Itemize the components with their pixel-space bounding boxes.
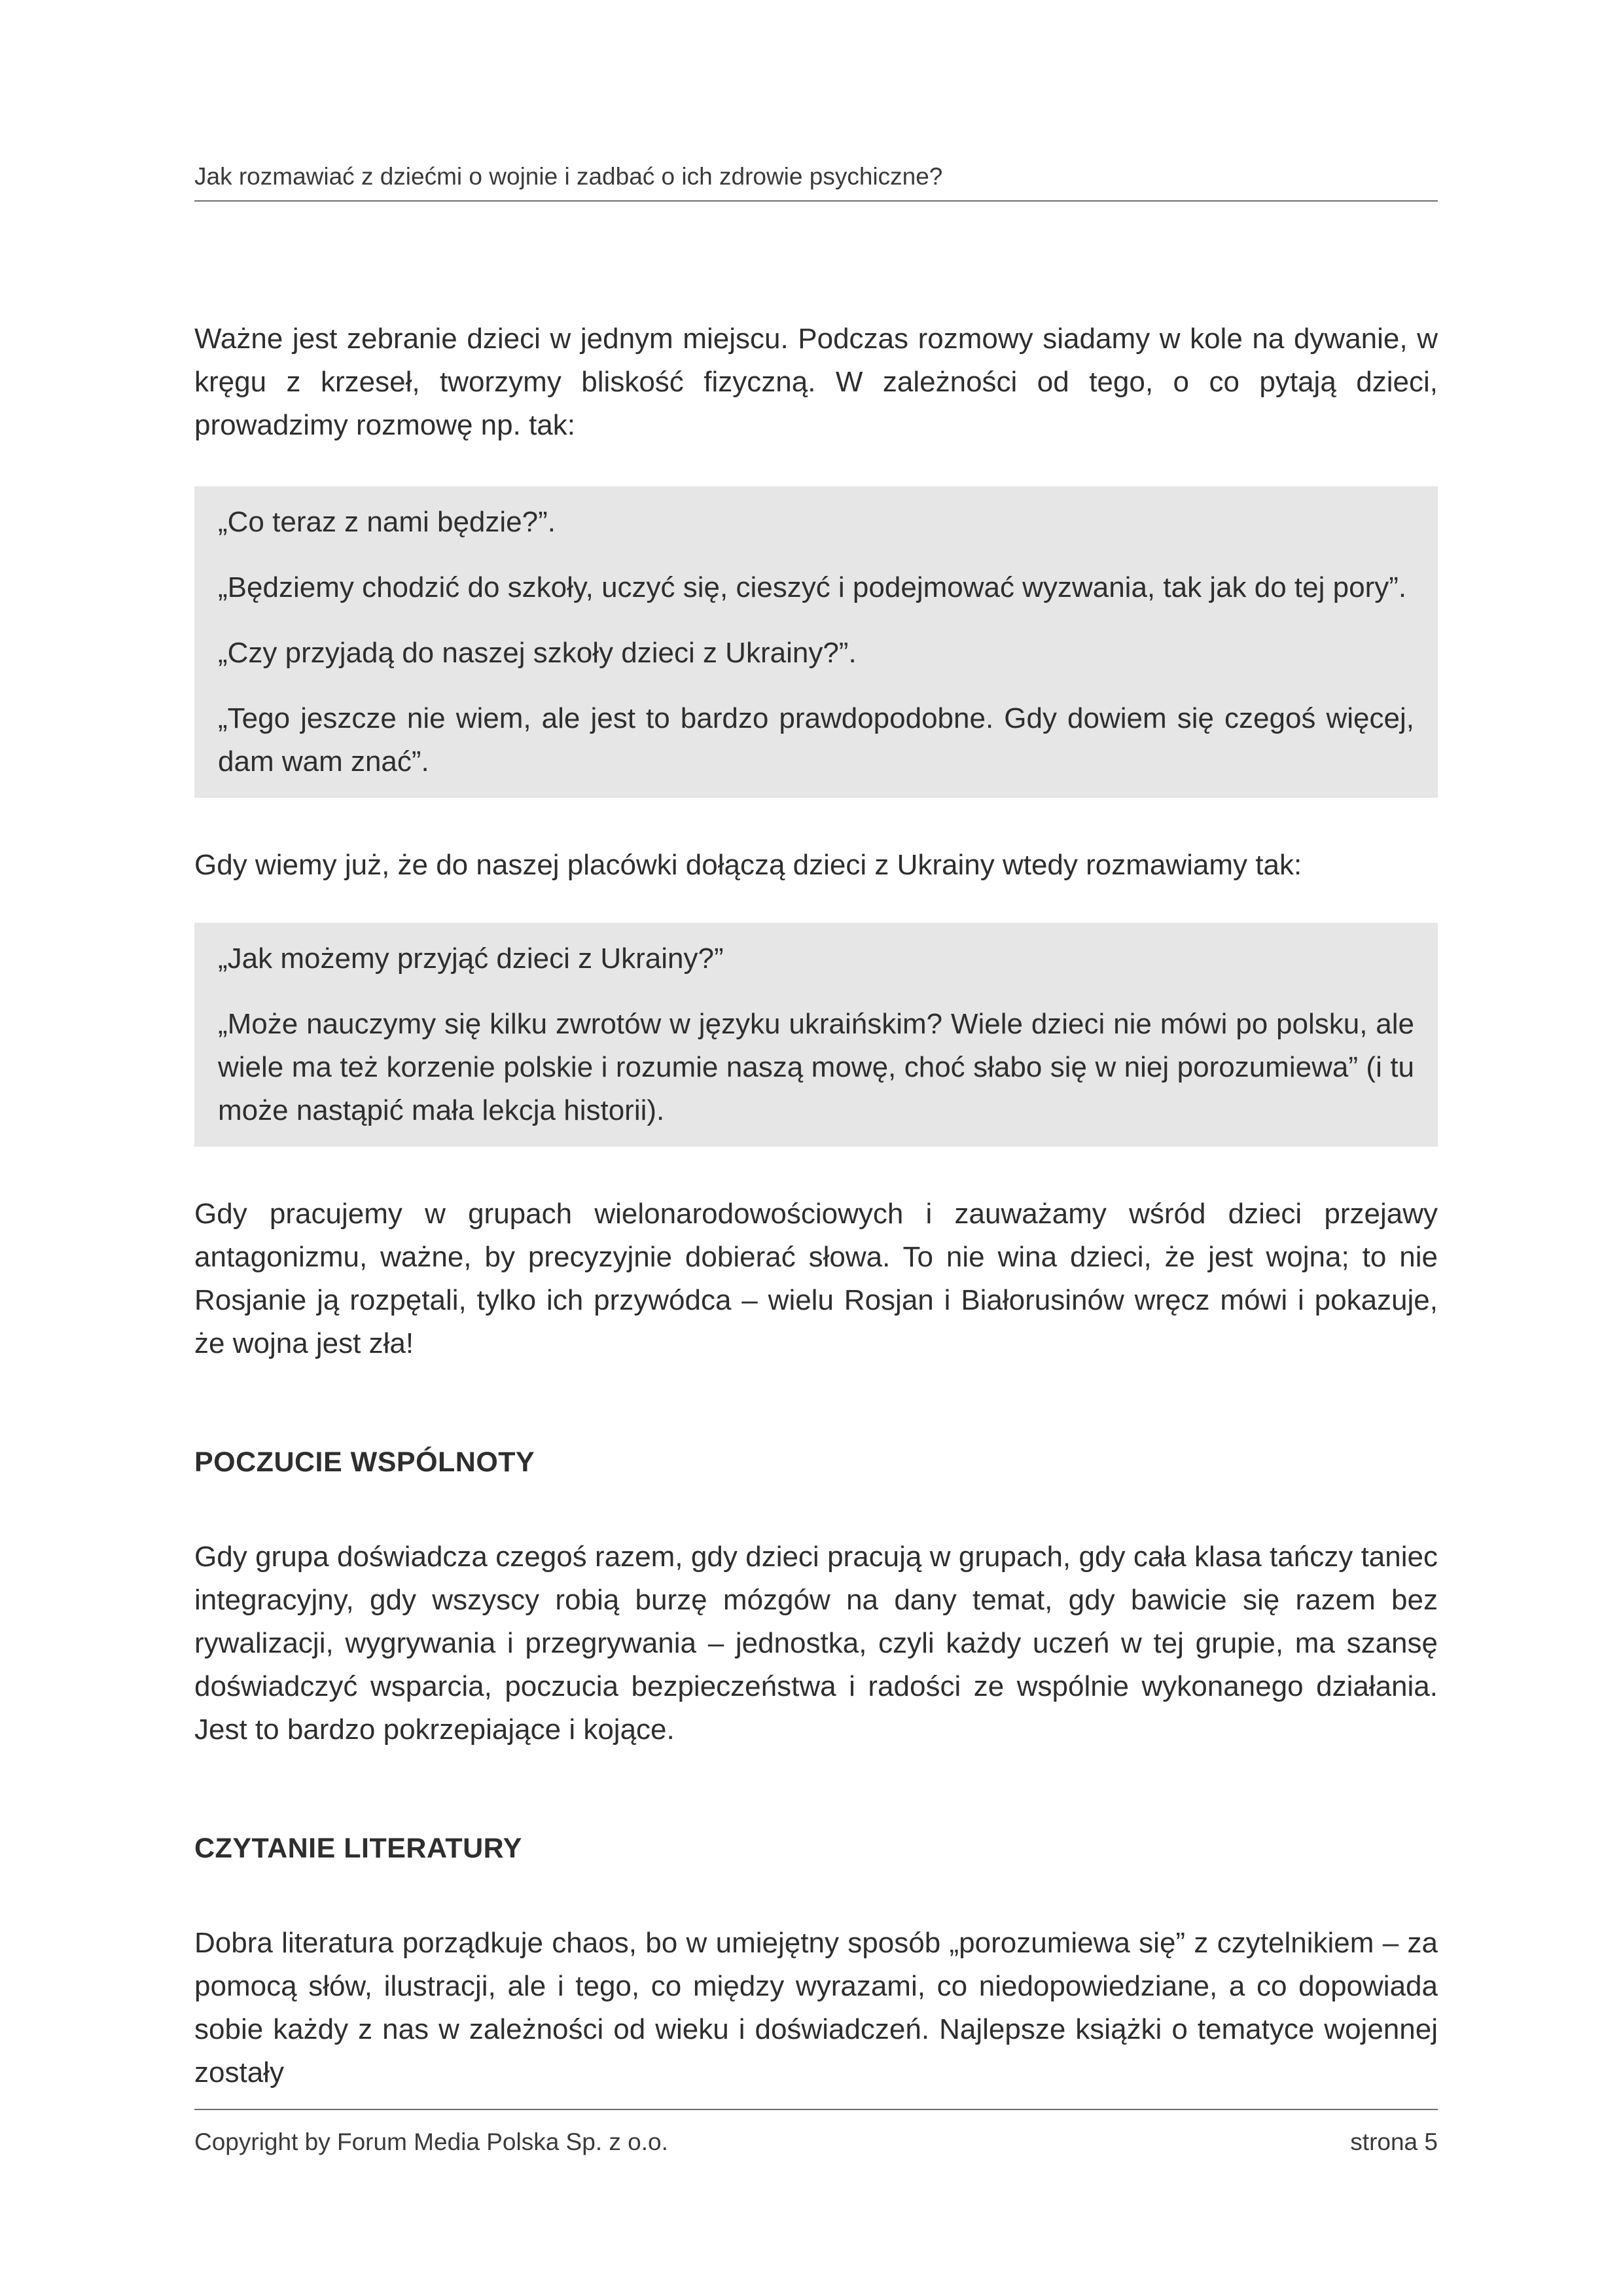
dialogue-line: „Jak możemy przyjąć dzieci z Ukrainy?”	[218, 942, 724, 975]
section-paragraph: Dobra literatura porządkuje chaos, bo w umiejętny sposób „porozumiewa się” z czytelnikiem – za pomocą słów, ilustracji, ale i tego, co między wyrazami, co niedopowiedziane, a co dopowiada sobie każdy z nas w zależności od wieku i doświadczeń. Najlepsze książki o tematyce wojennej zostały	[194, 1927, 1438, 2089]
dialogue-line: „Czy przyjadą do naszej szkoły dzieci z Ukrainy?”.	[218, 637, 857, 669]
dialogue-box	[194, 923, 1438, 1147]
footer-divider	[194, 2109, 1438, 2110]
section-paragraph: Gdy grupa doświadcza czegoś razem, gdy dzieci pracują w grupach, gdy cała klasa tańczy taniec integracyjny, gdy wszyscy robią burzę mózgów na dany temat, gdy bawicie się razem bez rywalizacji, wygrywania i przegrywania – jednostka, czyli każdy uczeń w tej grupie, ma szansę doświadczyć wsparcia, poczucia bezpieczeństwa i radości ze wspólnie wykonanego działania. Jest to bardzo pokrzepiające i kojące.	[194, 1541, 1438, 1746]
dialogue-line: „Może nauczymy się kilku zwrotów w języku ukraińskim? Wiele dzieci nie mówi po polsku, ale wiele ma też korzenie polskie i rozumie naszą mowę, choć słabo się w niej porozumiewa” (i tu może nastąpić mała lekcja historii).	[218, 1008, 1414, 1126]
multinational-paragraph: Gdy pracujemy w grupach wielonarodowościowych i zauważamy wśród dzieci przejawy antagonizmu, ważne, by precyzyjnie dobierać słowa. To nie wina dzieci, że jest wojna; to nie Rosjanie ją rozpętali, tylko ich przywódca – wielu Rosjan i Białorusinów wręcz mówi i pokazuje, że wojna jest zła!	[194, 1198, 1438, 1359]
dialogue-line: „Tego jeszcze nie wiem, ale jest to bardzo prawdopodobne. Gdy dowiem się czegoś więcej, dam wam znać”.	[218, 702, 1414, 778]
dialogue-box	[194, 486, 1438, 798]
header-divider	[194, 200, 1438, 202]
copyright-notice: Copyright by Forum Media Polska Sp. z o.o.	[194, 2128, 668, 2155]
page-content	[194, 317, 1438, 2094]
page-number: strona 5	[1350, 2128, 1438, 2155]
section-heading: CZYTANIE LITERATURY	[194, 1833, 522, 1864]
transition-paragraph: Gdy wiemy już, że do naszej placówki dołączą dzieci z Ukrainy wtedy rozmawiamy tak:	[194, 849, 1302, 881]
section-heading: POCZUCIE WSPÓLNOTY	[194, 1446, 535, 1478]
running-header: Jak rozmawiać z dziećmi o wojnie i zadbać o ich zdrowie psychiczne?	[194, 163, 943, 190]
dialogue-line: „Co teraz z nami będzie?”.	[218, 506, 556, 538]
dialogue-line: „Będziemy chodzić do szkoły, uczyć się, cieszyć i podejmować wyzwania, tak jak do tej pory”.	[218, 571, 1407, 603]
intro-paragraph: Ważne jest zebranie dzieci w jednym miejscu. Podczas rozmowy siadamy w kole na dywanie, w kręgu z krzeseł, tworzymy bliskość fizyczną. W zależności od tego, o co pytają dzieci, prowadzimy rozmowę np. tak:	[194, 323, 1438, 441]
